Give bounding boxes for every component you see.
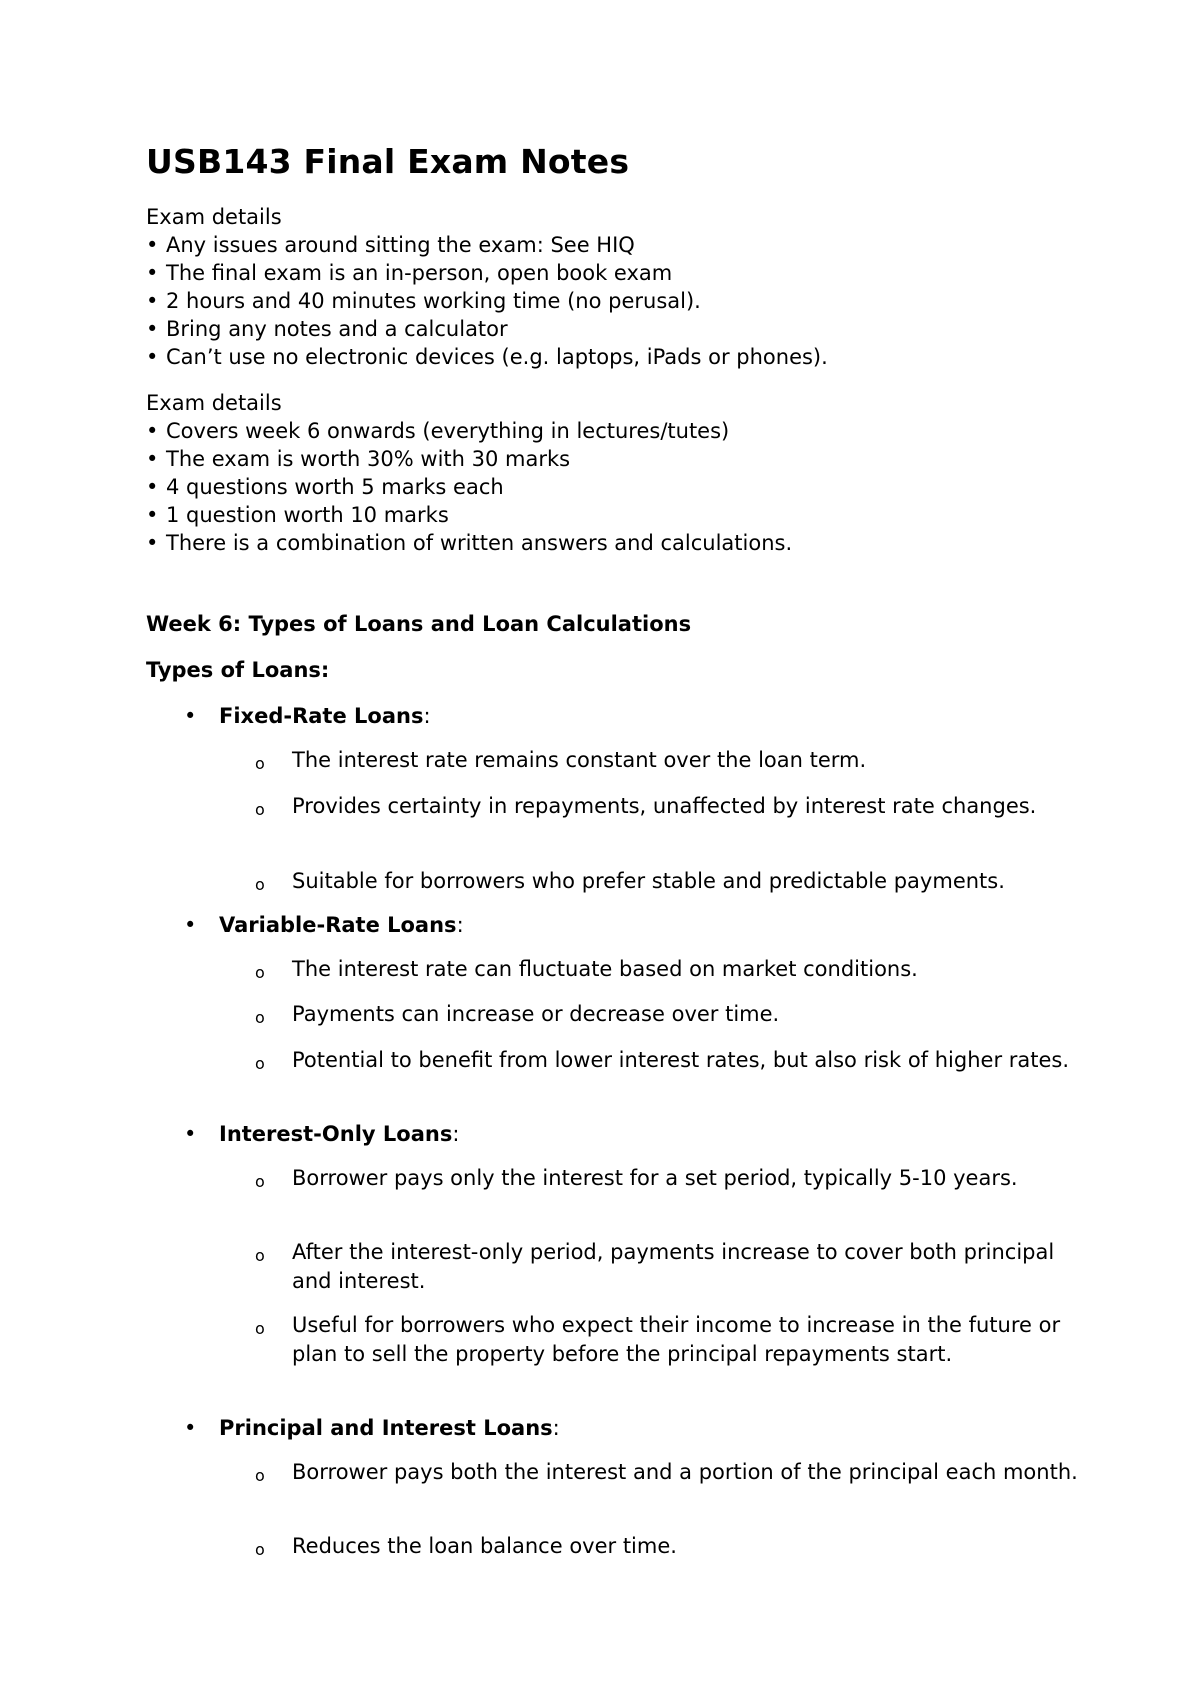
list-item-text: The exam is worth 30% with 30 marks [166, 447, 571, 471]
loan-point: Borrower pays both the interest and a portion of the principal each month. [292, 1460, 1078, 1484]
list-item [146, 231, 828, 259]
bullet: • [146, 419, 159, 443]
sub-bullet: o [255, 1540, 265, 1559]
bullet: • [146, 345, 159, 369]
loan-point: The interest rate can fluctuate based on market conditions. [292, 957, 918, 981]
list-item-text: 2 hours and 40 minutes working time (no perusal). [166, 289, 701, 313]
list-item [146, 259, 828, 287]
colon: : [423, 704, 431, 728]
list-item-text: There is a combination of written answers and calculations. [166, 531, 793, 555]
bullet: • [146, 317, 159, 341]
loan-type-heading [219, 911, 464, 940]
section-heading: Exam details [146, 205, 282, 229]
loan-point: Provides certainty in repayments, unaffected by interest rate changes. [292, 794, 1037, 818]
bullet: • [184, 1122, 197, 1146]
loan-point: Payments can increase or decrease over time. [292, 1002, 780, 1026]
colon: : [552, 1416, 560, 1440]
list-item-text: Covers week 6 onwards (everything in lectures/tutes) [166, 419, 730, 443]
list-item [146, 343, 828, 371]
sub-bullet: o [255, 1172, 265, 1191]
loan-type-name: Interest-Only Loans [219, 1122, 453, 1146]
bullet: • [146, 531, 159, 555]
loan-point: After the interest-only period, payments increase to cover both principal and interest. [292, 1240, 1055, 1293]
list-item [146, 473, 792, 501]
bullet: • [146, 475, 159, 499]
loan-point: The interest rate remains constant over the loan term. [292, 748, 867, 772]
section-heading: Exam details [146, 391, 282, 415]
bullet: • [184, 913, 197, 937]
loan-type-name: Variable-Rate Loans [219, 913, 457, 937]
loan-type-name: Fixed-Rate Loans [219, 704, 424, 728]
bullet: • [146, 261, 159, 285]
bullet: • [184, 704, 197, 728]
loan-point: Reduces the loan balance over time. [292, 1534, 677, 1558]
sub-bullet: o [255, 754, 265, 773]
loan-type-heading [219, 1120, 459, 1149]
sub-bullet: o [255, 800, 265, 819]
list-item-text: Bring any notes and a calculator [166, 317, 508, 341]
list-item [146, 445, 792, 473]
loan-type-name: Principal and Interest Loans [219, 1416, 553, 1440]
exam-details-section [146, 203, 828, 371]
colon: : [456, 913, 464, 937]
sub-bullet: o [255, 963, 265, 982]
bullet: • [146, 503, 159, 527]
document-title: USB143 Final Exam Notes [146, 142, 630, 181]
list-item [146, 529, 792, 557]
loan-point: Borrower pays only the interest for a set period, typically 5-10 years. [292, 1166, 1018, 1190]
list-item [146, 417, 792, 445]
bullet: • [146, 447, 159, 471]
list-item-text: 1 question worth 10 marks [166, 503, 449, 527]
colon: : [452, 1122, 460, 1146]
list-item-text: Can’t use no electronic devices (e.g. laptops, iPads or phones). [166, 345, 828, 369]
bullet: • [146, 233, 159, 257]
loan-point: Potential to benefit from lower interest rates, but also risk of higher rates. [292, 1048, 1070, 1072]
list-item-text: The final exam is an in-person, open book exam [166, 261, 673, 285]
sub-bullet: o [255, 875, 265, 894]
list-item [146, 501, 792, 529]
list-item-text: 4 questions worth 5 marks each [166, 475, 504, 499]
sub-bullet: o [255, 1054, 265, 1073]
sub-bullet: o [255, 1319, 265, 1338]
list-item [146, 287, 828, 315]
loan-point: Suitable for borrowers who prefer stable and predictable payments. [292, 869, 1005, 893]
sub-bullet: o [255, 1466, 265, 1485]
bullet: • [184, 1416, 197, 1440]
week-heading: Week 6: Types of Loans and Loan Calculations [146, 612, 692, 636]
list-item [146, 315, 828, 343]
sub-bullet: o [255, 1008, 265, 1027]
sub-bullet: o [255, 1246, 265, 1265]
loan-type-heading [219, 1414, 560, 1443]
list-item-text: Any issues around sitting the exam: See HIQ [166, 233, 635, 257]
bullet: • [146, 289, 159, 313]
loan-type-heading [219, 702, 431, 731]
section-subheading: Types of Loans: [146, 658, 330, 682]
loan-point: Useful for borrowers who expect their income to increase in the future or plan to sell the property before the principal repayments start. [292, 1313, 1061, 1366]
exam-details-section [146, 389, 792, 557]
